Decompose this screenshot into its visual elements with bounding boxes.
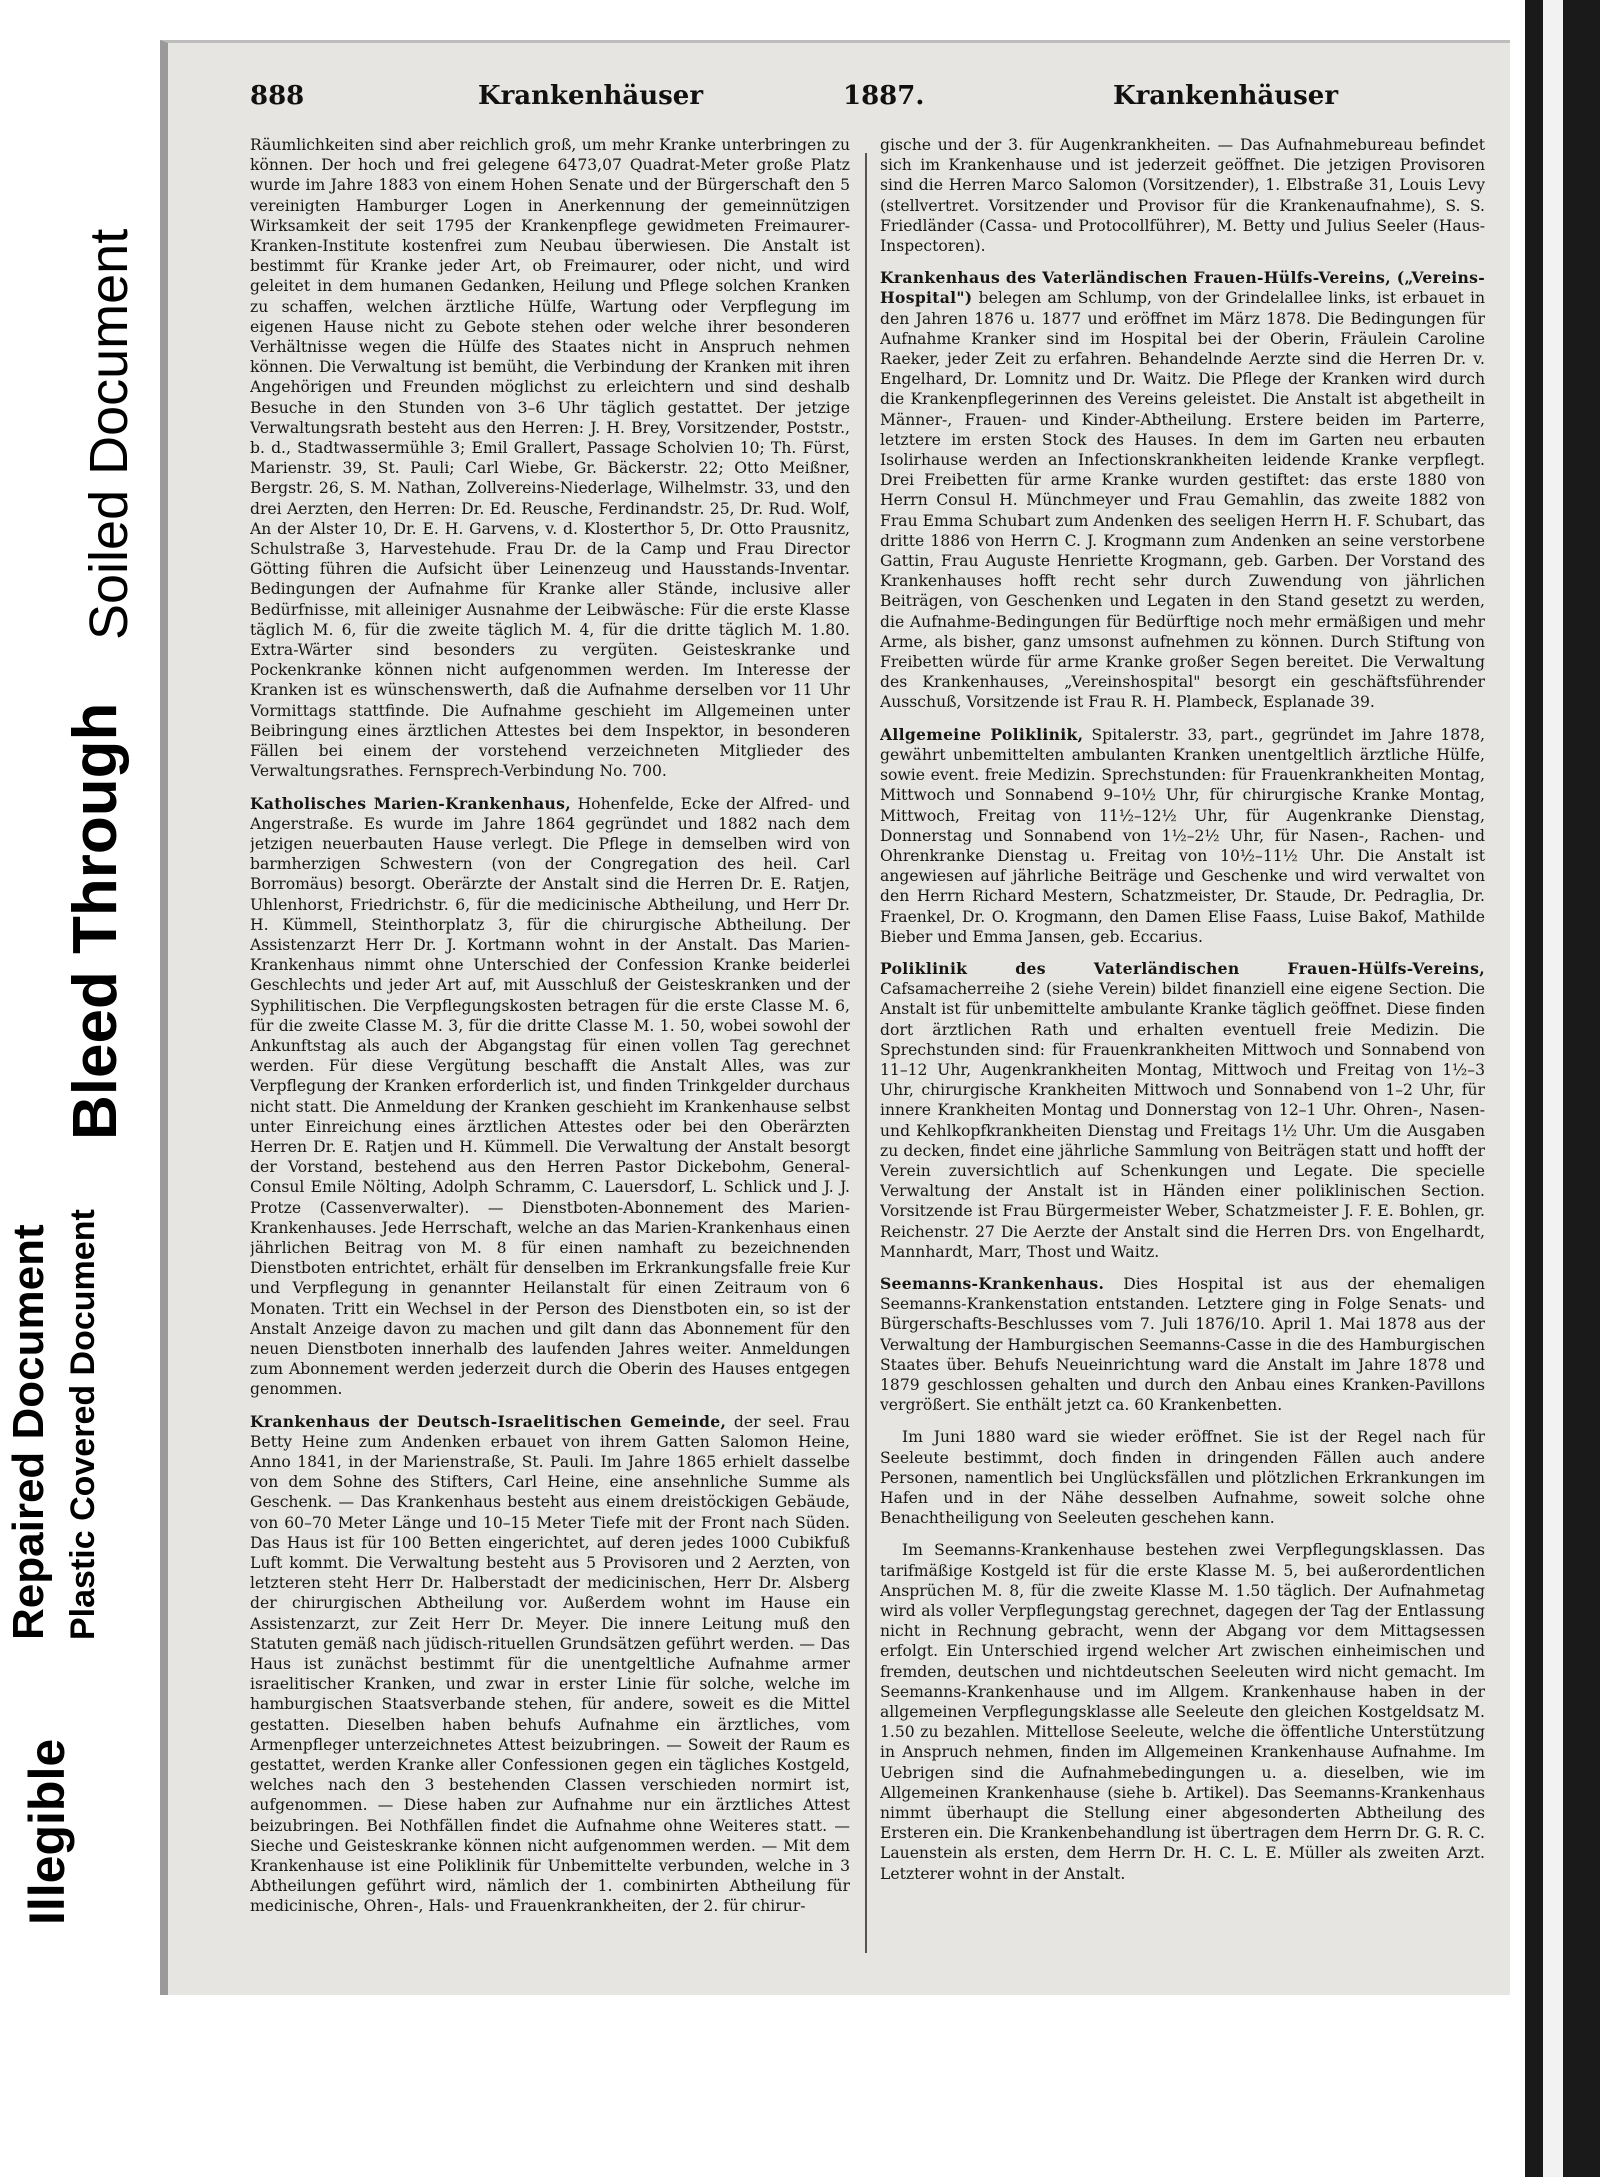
entry-text: Im Seemanns-Krankenhause bestehen zwei Verpflegungsklassen. Das tarifmäßige Kostgeld ist für die erste Klasse M. 5, bei außerordentlichen Ansprüchen M. 8, für die zweite Klasse M. 1.50 täglich. Der Aufnahmetag wird als voller Verpflegungstag gerechnet, dagegen der Tag der Entlassung nicht in Rechnung gebracht, wenn der Abgang vor dem Mittagsessen erfolgt. Ein Unterschied irgend welcher Art zwischen einheimischen und fremden, deutschen und nichtdeutschen Seeleuten wird nicht gemacht. Im Seemanns-Krankenhause und im Allgem. Krankenhause haben in der allgemeinen Verpflegungsklasse alle Seeleute den gleichen Kostgeldsatz M. 1.50 zu bezahlen. Mittellose Seeleute, welche die öffentliche Unterstützung in Anspruch nehmen, finden im Allgemeinen Krankenhause Aufnahme. Im Uebrigen sind die Aufnahmebedingungen u. a. dieselben, wie im Allgemeinen Krankenhause (siehe b. Artikel). Das Seemanns-Krankenhaus nimmt überhaupt die Stellung einer abgesonderten Abtheilung des Ersteren ein. Die Krankenbehandlung ist übertragen dem Herrn Dr. G. R. C. Lauenstein als ersten, dem Herrn Dr. H. C. L. E. Müller als zweiten Arzt. Letzterer wohnt in der Anstalt. <box>880 1541 1485 1883</box>
stamp-soiled: Soiled Document <box>79 228 139 640</box>
entry-text: Cafsamacherreihe 2 (siehe Verein) bildet finanziell eine eigene Section. Die Anstalt ist für unbemittelte ambulante Kranke täglich geöffnet. Diese finden dort ärztlichen Rath und erhalten eventuell freie Medizin. Die Sprechstunden sind: für Frauenkrankheiten Mittwoch und Sonnabend von 11–12 Uhr, Augenkrankheiten Montag, Mittwoch und Freitag von 1½–3 Uhr, chirurgische Krankheiten Mittwoch und Sonnabend von 1–2 Uhr, für innere Krankheiten Montag und Donnerstag von 12–1 Uhr. Ohren-, Nasen- und Kehlkopfkrankheiten Dienstag und Freitags 1½ Uhr. Um die Ausgaben zu decken, findet eine jährliche Sammlung von Beiträgen statt und hofft der Verein zuversichtlich auf Schenkungen und Legate. Die specielle Verwaltung der Anstalt ist in Händen einer poliklinischen Section. Vorsitzende ist Frau Bürgermeister Weber, Schatzmeister J. F. E. Bohlen, gr. Reichenstr. 27 Die Aerzte der Anstalt sind die Herren Drs. von Engelhardt, Mannhardt, Marr, Thost und Waitz. <box>880 980 1485 1261</box>
entry-text: Dies Hospital ist aus der ehemaligen Seemanns-Krankenstation entstanden. Letztere ging in Folge Senats- und Bürgerschafts-Beschlusses vom 7. Juli 1876/10. April 1. Mai 1878 aus der Verwaltung der Hamburgischen Seemanns-Casse in die des Hamburgischen Staates über. Behufs Neueinrichtung ward die Anstalt im Jahre 1878 und 1879 geschlossen gehalten und durch den Anbau eines Kranken-Pavillons vergrößert. Sie enthält jetzt ca. 60 Krankenbetten. <box>880 1274 1485 1415</box>
page-header <box>168 81 1510 121</box>
entry-text: Hohenfelde, Ecke der Alfred- und Angerstraße. Es wurde im Jahre 1864 gegründet und 1882 nach dem jetzigen neuerbauten Hause verlegt. Die Pflege in demselben wird von barmherzigen Schwestern (von der Congregation des heil. Carl Borromäus) besorgt. Oberärzte der Anstalt sind die Herren Dr. E. Ratjen, Uhlenhorst, Friedrichstr. 6, für die medicinische Abtheilung, und Herr Dr. H. Kümmell, Steinthorplatz 3, für die chirurgische Abtheilung. Der Assistenzarzt Herr Dr. J. Kortmann wohnt in der Anstalt. Das Marien-Krankenhaus nimmt ohne Unterschied der Confession Kranke beiderlei Geschlechts und jeder Art auf, mit Ausschluß der Geisteskranken und der Syphilitischen. Die Verpflegungskosten betragen für die erste Classe M. 6, für die zweite Classe M. 3, für die dritte Classe M. 1. 50, wobei sowohl der Ankunftstag als auch der Abgangstag für einen vollen Tag gerechnet werden. Für diese Vergütung beschafft die Anstalt Alles, was zur Verpflegung der Kranken erforderlich ist, und finden Trinkgelder durchaus nicht statt. Die Anmeldung der Kranken geschieht im Krankenhause selbst unter Einreichung eines ärztlichen Attestes oder bei den Oberärzten Herren Dr. E. Ratjen und H. Kümmell. Die Verwaltung der Anstalt besorgt der Vorstand, bestehend aus den Herren Pastor Dickebohm, General-Consul Emile Nölting, Adolph Schramm, C. Lauersdorf, L. Schlick und J. J. Protze (Cassenverwalter). — Dienstboten-Abonnement des Marien-Krankenhauses. Jede Herrschaft, welche an das Marien-Krankenhaus einen jährlichen Beitrag von M. 8 für einen namhaft zu bezeichnenden Dienstboten entrichtet, erhält für denselben im Erkrankungsfalle freie Kur und Verpflegung in genannter Heilanstalt für einen Zeitraum von 6 Monaten. Tritt ein Wechsel in der Person des Dienstboten ein, so ist der Anstalt Anzeige davon zu machen und gilt dann das Abonnement für den neuen Dienstboten innerhalb des laufenden Jahres weiter. Anmeldungen zum Abonnement werden jederzeit durch die Oberin des Hauses entgegen genommen. <box>250 794 850 1399</box>
entry-paragraph <box>250 135 850 782</box>
entry-paragraph <box>880 135 1485 256</box>
entry-text: Spitalerstr. 33, part., gegründet im Jahre 1878, gewährt unbemittelten ambulanten Kranken unentgeltlich ärztliche Hülfe, sowie event. freie Medizin. Sprechstunden: für Frauenkrankheiten Montag, Mittwoch und Sonnabend 9–10½ Uhr, für chirurgische Kranke Montag, Mittwoch, Freitag von 11½–12½ Uhr, für Augenkranke Dienstag, Donnerstag und Sonnabend von 1½–2½ Uhr, für Nasen-, Rachen- und Ohrenkranke Dienstag u. Freitag von 10½–11½ Uhr. Die Anstalt ist angewiesen auf jährliche Beiträge und Geschenke und wird verwaltet von den Herrn Richard Mestern, Schatzmeister, Dr. Staude, Dr. Pedraglia, Dr. Fraenkel, Dr. O. Krogmann, den Damen Elise Faass, Luise Bakof, Mathilde Bieber und Emma Jansen, geb. Eccarius. <box>880 725 1485 946</box>
entry-paragraph <box>880 268 1485 712</box>
entry-text: gische und der 3. für Augenkrankheiten. — Das Aufnahmebureau befindet sich im Krankenhause und ist jederzeit geöffnet. Die jetzigen Provisoren sind die Herren Marco Salomon (Vorsitzender), 1. Elbstraße 31, Louis Levy (stellvertret. Vorsitzender und Provisor für die Krankenaufnahme), S. S. Friedländer (Cassa- und Protocollführer), M. Betty und Julius Seeler (Haus-Inspectoren). <box>880 136 1485 256</box>
entry-paragraph <box>880 1274 1485 1415</box>
scan-edge-highlight <box>1543 0 1563 2177</box>
entry-paragraph <box>250 794 850 1400</box>
entry-heading: Allgemeine Poliklinik, <box>880 724 1084 744</box>
scan-edge-bar <box>1525 0 1600 2177</box>
left-column <box>250 135 850 1975</box>
stamp-bleed-through: Bleed Through <box>61 702 130 1140</box>
entry-paragraph <box>250 1412 850 1917</box>
entry-heading: Katholisches Marien-Krankenhaus, <box>250 793 571 813</box>
entry-heading: Krankenhaus des Vaterländischen Frauen-Hülfs-Vereins, („Vereins-Hospital") <box>880 268 1485 308</box>
entry-text: der seel. Frau Betty Heine zum Andenken erbauet von ihrem Gatten Salomon Heine, Anno 1841, in der Marienstraße, St. Pauli. Im Jahre 1865 erhielt dasselbe von dem Sohne des Stifters, Carl Heine, eine ansehnliche Summe als Geschenk. — Das Krankenhaus besteht aus einem dreistöckigen Gebäude, von 60–70 Meter Länge und 10–15 Meter Tiefe mit der Front nach Süden. Das Haus ist für 100 Betten eingerichtet, auf deren jedes 1000 Cubikfuß Luft kommt. Die Verwaltung besteht aus 5 Provisoren und 2 Aerzten, von letzteren steht Herr Dr. Halberstadt der medicinischen, Herr Dr. Alsberg der chirurgischen Abtheilung vor. Außerdem wohnt im Hause ein Assistenzarzt, zur Zeit Herr Dr. Meyer. Die innere Leitung muß den Statuten gemäß nach jüdisch-rituellen Grundsätzen geführt werden. — Das Haus ist zunächst bestimmt für die unentgeltliche Aufnahme armer israelitischer Kranken, und zwar in erster Linie für solche, welche im hamburgischen Staatsverbande stehen, für andere, soweit es die Mittel gestatten. Dieselben haben behufs Aufnahme ein ärztliches, vom Armenpfleger unterzeichnetes Attest beizubringen. — Soweit der Raum es gestattet, werden Kranke aller Confessionen gegen ein tägliches Kostgeld, welches nach den 3 bestehenden Classen verschieden normirt ist, aufgenommen. — Diese haben zur Aufnahme nur ein ärztliches Attest beizubringen. Bei Nothfällen findet die Aufnahme ohne Weiteres statt. — Sieche und Geisteskranke können nicht aufgenommen werden. — Mit dem Krankenhause ist eine Poliklinik für Unbemittelte verbunden, welche in 3 Abtheilungen geführt wird, nämlich der 1. combinirten Abtheilung für medicinische, Ohren-, Hals- und Frauenkrankheiten, der 2. für chirur- <box>250 1412 850 1916</box>
entry-text: Räumlichkeiten sind aber reichlich groß, um mehr Kranke unterbringen zu können. Der hoch und frei gelegene 6473,07 Quadrat-Meter große Platz wurde im Jahre 1883 von einem Hohen Senate und der Bürgerschaft den 5 vereinigten Hamburger Logen in Anerkennung der gemeinnützigen Wirksamkeit der seit 1795 der Krankenpflege gewidmeten Freimaurer-Kranken-Institute kostenfrei zum Neubau überwiesen. Die Anstalt ist bestimmt für Kranke jeder Art, ob Freimaurer, oder nicht, und wird geleitet in dem humanen Gedanken, Heilung und Pflege solchen Kranken zu schaffen, welchen ärztliche Hülfe, Wartung oder Verpflegung im eigenen Hause nicht zu Gebote stehen oder welche ihrer besonderen Verhältnisse wegen die Hülfe des Staates nicht in Anspruch nehmen können. Die Verwaltung ist bemüht, die Verbindung der Kranken mit ihren Angehörigen und Freunden möglichst zu erleichtern und sind deshalb Besuche in den Stunden von 3–6 Uhr täglich gestattet. Der jetzige Verwaltungsrath besteht aus den Herren: J. H. Brey, Vorsitzender, Poststr., b. d., Stadtwassermühle 3; Emil Grallert, Passage Scholvien 10; Th. Fürst, Marienstr. 39, St. Pauli; Carl Wiebe, Gr. Bäckerstr. 22; Otto Meißner, Bergstr. 26, S. M. Nathan, Zollvereins-Niederlage, Wilhelmstr. 33, und den drei Aerzten, den Herren: Dr. Ed. Reusche, Ferdinandstr. 25, Dr. Rud. Wolf, An der Alster 10, Dr. E. H. Garvens, v. d. Klosterthor 5, Dr. Otto Prausnitz, Schulstraße 3, Harvestehude. Frau Dr. de la Camp und Frau Director Götting führen die Aufsicht über Leinenzeug und Hausstands-Inventar. Bedingungen der Aufnahme für Kranke aller Stände, inclusive aller Bedürfnisse, mit alleiniger Ausnahme der Leibwäsche: Für die erste Klasse täglich M. 6, für die zweite täglich M. 4, für die dritte täglich M. 1.80. Extra-Wärter sind besonders zu vergüten. Geisteskranke und Pockenkranke können nicht aufgenommen werden. Im Interesse der Kranken ist es wünschenswerth, daß die Aufnahme derselben vor 11 Uhr Vormittags stattfinde. Die Aufnahme geschieht im Allgemeinen unter Beibringung eines ärztlichen Attestes bei dem Inspektor, in besonderen Fällen bei einem der vorstehend verzeichneten Mitglieder des Verwaltungsrathes. Fernsprech-Verbindung No. 700. <box>250 136 850 781</box>
entry-heading: Poliklinik des Vaterländischen Frauen-Hülfs-Vereins, <box>880 958 1485 978</box>
annotation-strip <box>0 0 150 2177</box>
page-year: 1887. <box>843 81 925 111</box>
column-divider <box>865 153 867 1953</box>
entry-text: Im Juni 1880 ward sie wieder eröffnet. Sie ist der Regel nach für Seeleute bestimmt, doch finden in dringenden Fällen auch andere Personen, namentlich bei Unglücksfällen und plötzlichen Erkrankungen im Hafen und in der Nähe desselben Aufnahme, soweit solche ohne Benachtheiligung von Seeleuten geschehen kann. <box>880 1428 1485 1528</box>
entry-paragraph <box>880 1427 1485 1528</box>
scanned-page <box>160 40 1510 1995</box>
entry-paragraph <box>880 725 1485 947</box>
stamp-repaired: Repaired Document <box>4 1224 53 1640</box>
entry-paragraph <box>880 1540 1485 1883</box>
running-title-right: Krankenhäuser <box>1113 81 1339 111</box>
running-title-left: Krankenhäuser <box>478 81 704 111</box>
page-number: 888 <box>250 81 305 111</box>
entry-text: belegen am Schlump, von der Grindelallee links, ist erbauet in den Jahren 1876 u. 1877 und eröffnet im März 1878. Die Bedingungen für Aufnahme Kranker sind im Hospital bei der Oberin, Fräulein Caroline Raeker, jeder Zeit zu erfahren. Behandelnde Aerzte sind die Herren Dr. v. Engelhard, Dr. Lomnitz und Dr. Waitz. Die Pflege der Kranken wird durch die Krankenpflegerinnen des Vereins geleistet. Die Anstalt ist abgetheilt in Männer-, Frauen- und Kinder-Abtheilung. Erstere beiden im Parterre, letztere im ersten Stock des Hauses. In dem im Garten neu erbauten Isolirhause werden an Infectionskrankheiten leidende Kranke verpflegt. Drei Freibetten für arme Kranke wurden gestiftet: das erste 1880 von Herrn Consul H. Münchmeyer und Frau Gemahlin, das zweite 1882 von Frau Emma Schubart zum Andenken des seeligen Herrn H. F. Schubart, das dritte 1886 von Herrn C. J. Krogmann zum Andenken an seine verstorbene Gattin, Frau Auguste Henriette Krogmann, geb. Garben. Der Vorstand des Krankenhauses hofft recht sehr durch Zuwendung von jährlichen Beiträgen, von Geschenken und Legaten in den Stand gesetzt zu werden, die Aufnahme-Bedingungen für Bedürftige noch mehr ermäßigen und mehr Arme, als bisher, ganz umsonst aufnehmen zu können. Durch Stiftung von Freibetten würde für arme Kranke großer Segen bereitet. Die Verwaltung des Krankenhauses, „Vereinshospital" besorgt ein geschäftsführender Ausschuß, Vorsitzende ist Frau R. H. Plambeck, Esplanade 39. <box>880 289 1485 712</box>
entry-paragraph <box>880 959 1485 1262</box>
entry-heading: Seemanns-Krankenhaus. <box>880 1273 1105 1293</box>
stamp-illegible: Illegible <box>19 1738 75 1925</box>
entry-heading: Krankenhaus der Deutsch-Israelitischen Gemeinde, <box>250 1411 727 1431</box>
right-column <box>880 135 1485 1975</box>
stamp-plastic-covered: Plastic Covered Document <box>64 1209 102 1640</box>
